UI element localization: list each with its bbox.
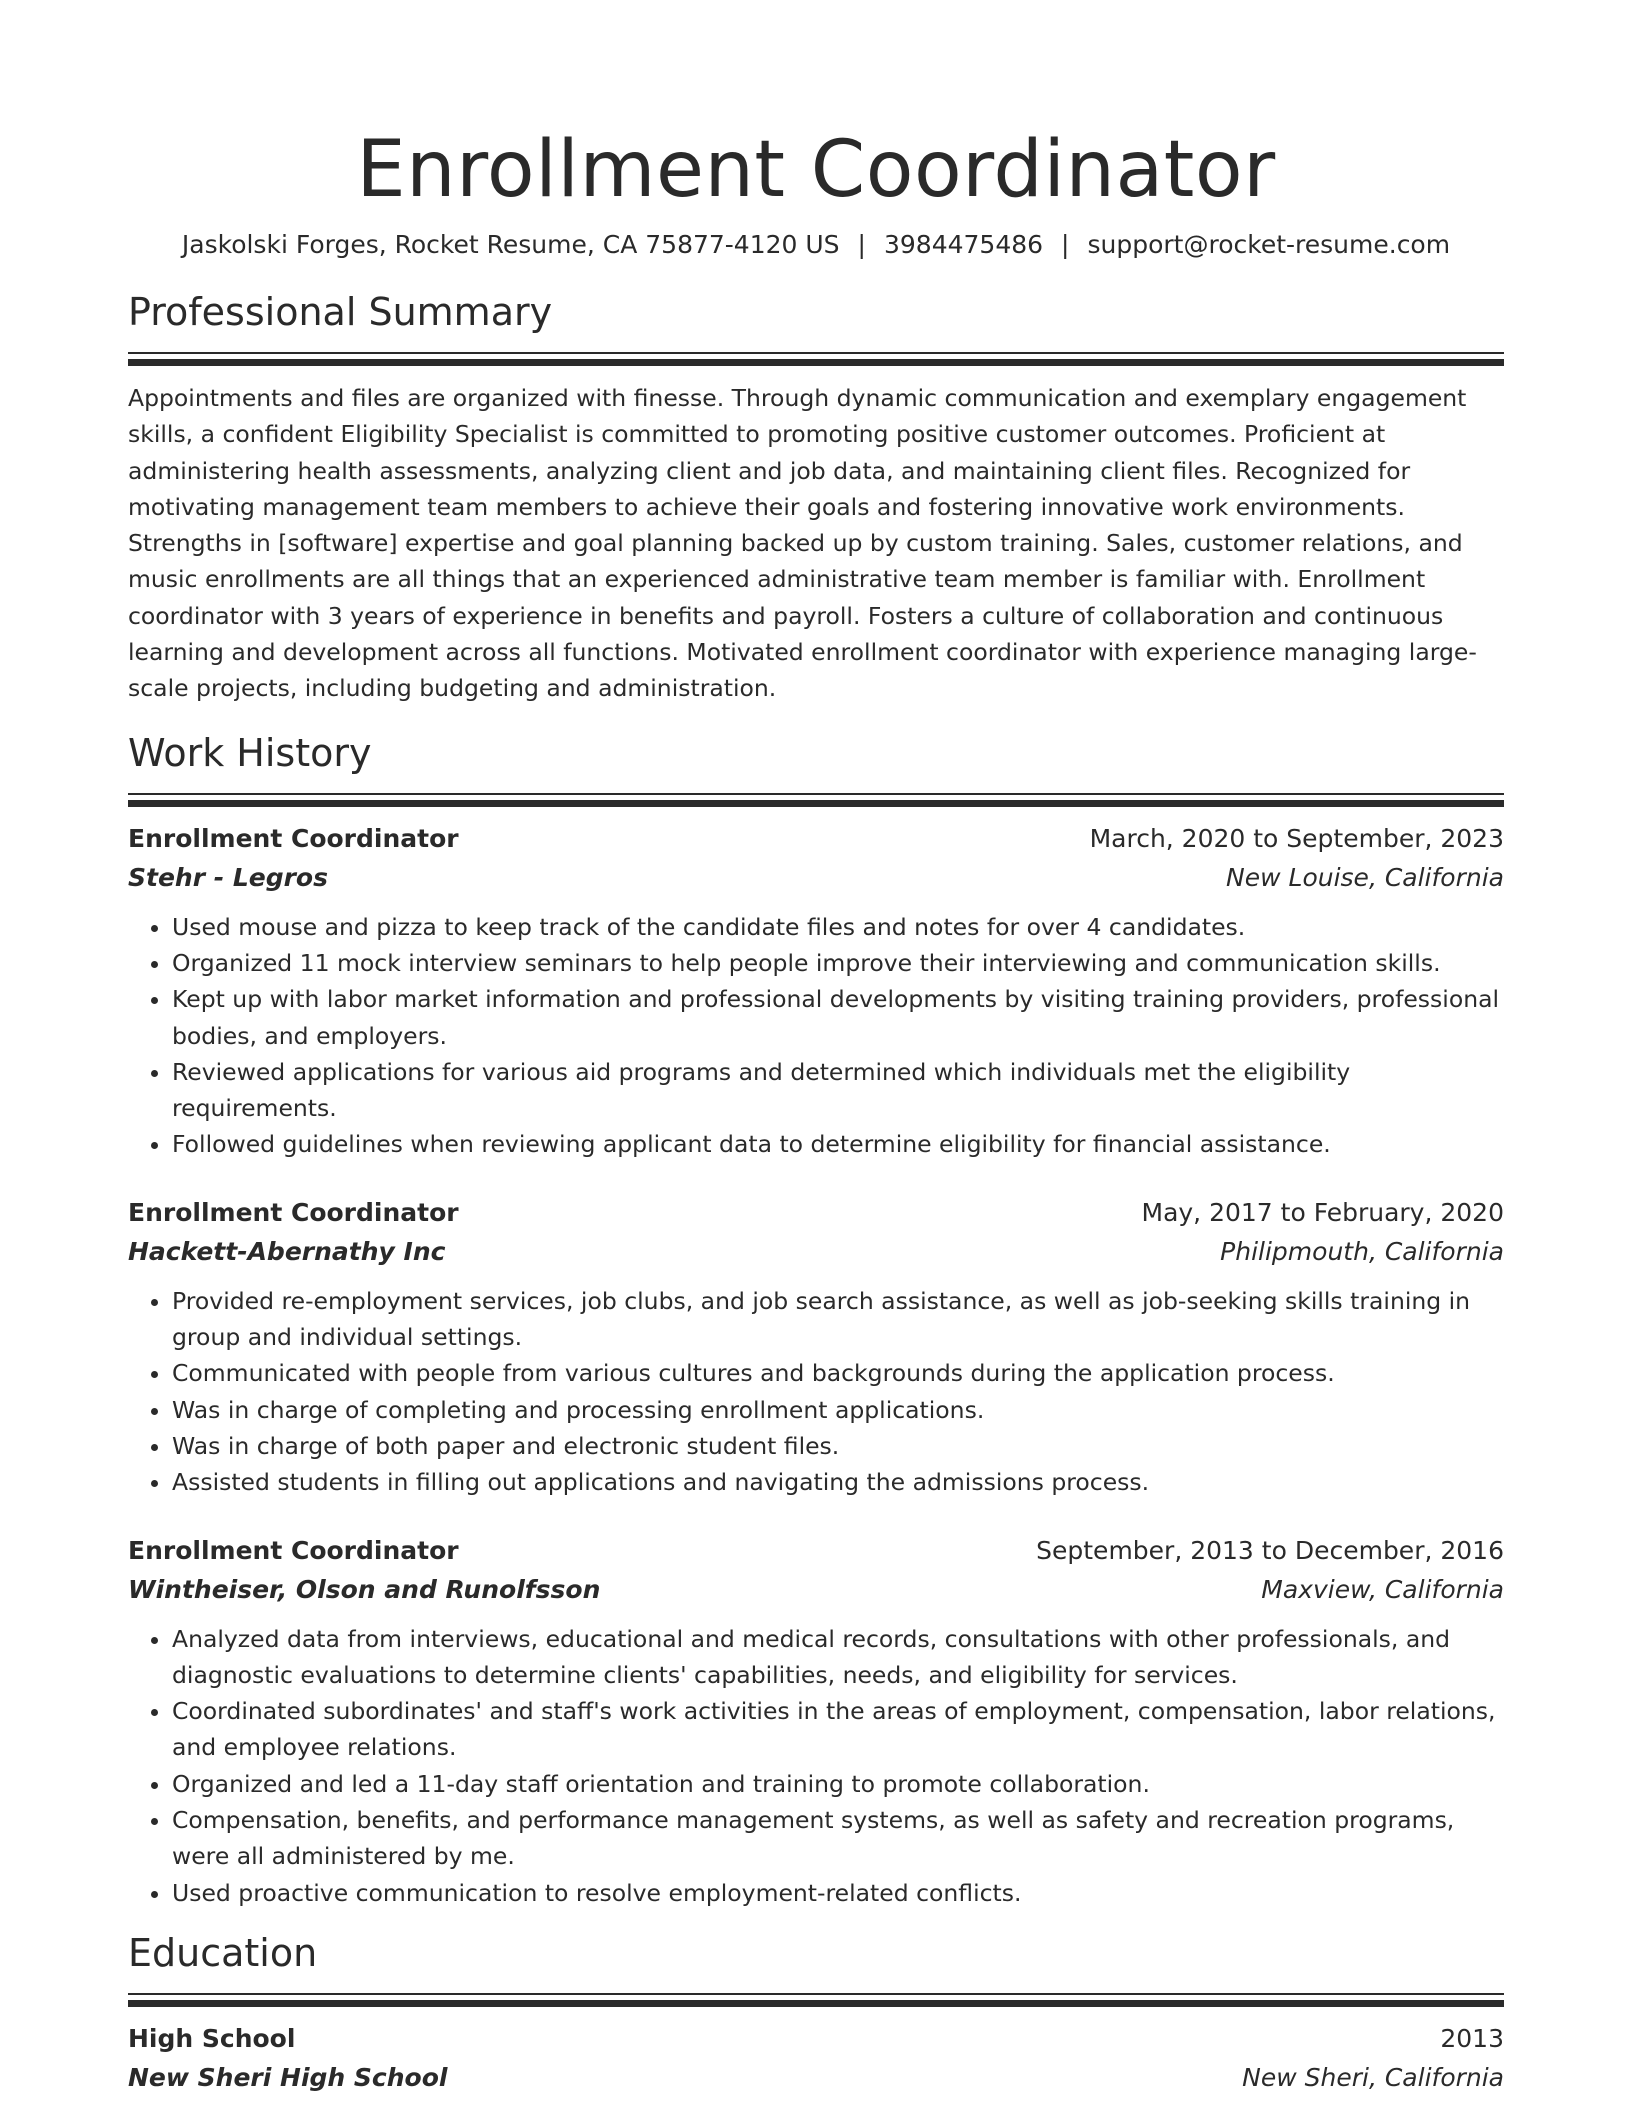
section-divider xyxy=(128,1993,1504,2007)
job-title: Enrollment Coordinator xyxy=(128,1197,459,1227)
job-bullet: • Organized and led a 11-day staff orientation and training to promote collaboration. xyxy=(172,1766,1504,1802)
job-dates: May, 2017 to February, 2020 xyxy=(1141,1197,1504,1227)
job-entry xyxy=(128,819,1504,1163)
job-bullet: • Kept up with labor market information and professional developments by visiting training providers, professional bodies, and employers. xyxy=(172,981,1504,1054)
job-bullet: • Communicated with people from various cultures and backgrounds during the application process. xyxy=(172,1355,1504,1391)
section-divider xyxy=(128,793,1504,807)
job-bullets xyxy=(128,909,1504,1163)
education-location: New Sheri, California xyxy=(1242,2062,1504,2092)
work-history-section xyxy=(128,729,1504,1911)
job-location: Maxview, California xyxy=(1261,1574,1504,1604)
job-bullet: • Reviewed applications for various aid programs and determined which individuals met the eligibility requirements. xyxy=(172,1054,1504,1127)
summary-text: Appointments and files are organized with finesse. Through dynamic communication and exemplary engagement skills, a confident Eligibility Specialist is committed to promoting positive customer outcomes. Proficient at administering health assessments, analyzing client and job data, and maintaining client files. Recognized for motivating management team members to achieve their goals and fostering innovative work environments. Strengths in [software] expertise and goal planning backed up by custom training. Sales, customer relations, and music enrollments are all things that an experienced administrative team member is familiar with. Enrollment coordinator with 3 years of experience in benefits and payroll. Fosters a culture of collaboration and continuous learning and development across all functions. Motivated enrollment coordinator with experience managing large-scale projects, including budgeting and administration. xyxy=(128,384,1477,703)
education-section xyxy=(128,1929,1504,2097)
job-entry xyxy=(128,1531,1504,1911)
job-bullet: • Analyzed data from interviews, educational and medical records, consultations with other professionals, and diagnostic evaluations to determine clients' capabilities, needs, and eligibility for services. xyxy=(172,1621,1504,1694)
summary-section xyxy=(128,288,1504,707)
job-location: New Louise, California xyxy=(1226,862,1504,892)
job-title: Enrollment Coordinator xyxy=(128,823,459,853)
work-history-heading: Work History xyxy=(128,730,372,775)
job-dates: September, 2013 to December, 2016 xyxy=(1036,1535,1504,1565)
job-bullets xyxy=(128,1283,1504,1501)
contact-line xyxy=(128,228,1504,262)
education-heading: Education xyxy=(128,1930,318,1975)
job-entry xyxy=(128,1193,1504,1501)
job-dates: March, 2020 to September, 2023 xyxy=(1089,823,1504,853)
resume-title: Enrollment Coordinator xyxy=(356,125,1276,215)
section-divider xyxy=(128,352,1504,366)
job-bullet: • Was in charge of both paper and electronic student files. xyxy=(172,1428,1504,1464)
education-entry xyxy=(128,2019,1504,2097)
resume-page xyxy=(128,0,1504,2097)
job-bullet: • Assisted students in filling out applications and navigating the admissions process. xyxy=(172,1464,1504,1500)
job-bullet: • Used proactive communication to resolve employment-related conflicts. xyxy=(172,1875,1504,1911)
contact-address: Jaskolski Forges, Rocket Resume, CA 75877-4120 US xyxy=(181,230,840,259)
job-bullet: • Organized 11 mock interview seminars to help people improve their interviewing and communication skills. xyxy=(172,945,1504,981)
contact-email: support@rocket-resume.com xyxy=(1087,230,1451,259)
summary-heading: Professional Summary xyxy=(128,290,553,334)
job-bullet: • Provided re-employment services, job clubs, and job search assistance, as well as job-seeking skills training in group and individual settings. xyxy=(172,1283,1504,1356)
job-bullet: • Compensation, benefits, and performance management systems, as well as safety and recreation programs, were all administered by me. xyxy=(172,1802,1504,1875)
job-company: Stehr - Legros xyxy=(128,862,328,892)
job-company: Hackett-Abernathy Inc xyxy=(128,1236,446,1266)
job-bullets xyxy=(128,1621,1504,1911)
education-degree: High School xyxy=(128,2023,296,2053)
job-company: Wintheiser, Olson and Runolfsson xyxy=(128,1574,601,1604)
contact-separator: | xyxy=(1061,230,1070,259)
contact-phone: 3984475486 xyxy=(883,230,1044,259)
job-bullet: • Was in charge of completing and processing enrollment applications. xyxy=(172,1392,1504,1428)
job-bullet: • Used mouse and pizza to keep track of the candidate files and notes for over 4 candidates. xyxy=(172,909,1504,945)
job-title: Enrollment Coordinator xyxy=(128,1535,459,1565)
contact-separator: | xyxy=(857,230,866,259)
education-school: New Sheri High School xyxy=(128,2062,448,2092)
job-location: Philipmouth, California xyxy=(1220,1236,1504,1266)
education-year: 2013 xyxy=(1440,2023,1504,2053)
job-bullet: • Coordinated subordinates' and staff's work activities in the areas of employment, compensation, labor relations, and employee relations. xyxy=(172,1693,1504,1766)
job-bullet: • Followed guidelines when reviewing applicant data to determine eligibility for financial assistance. xyxy=(172,1126,1504,1162)
